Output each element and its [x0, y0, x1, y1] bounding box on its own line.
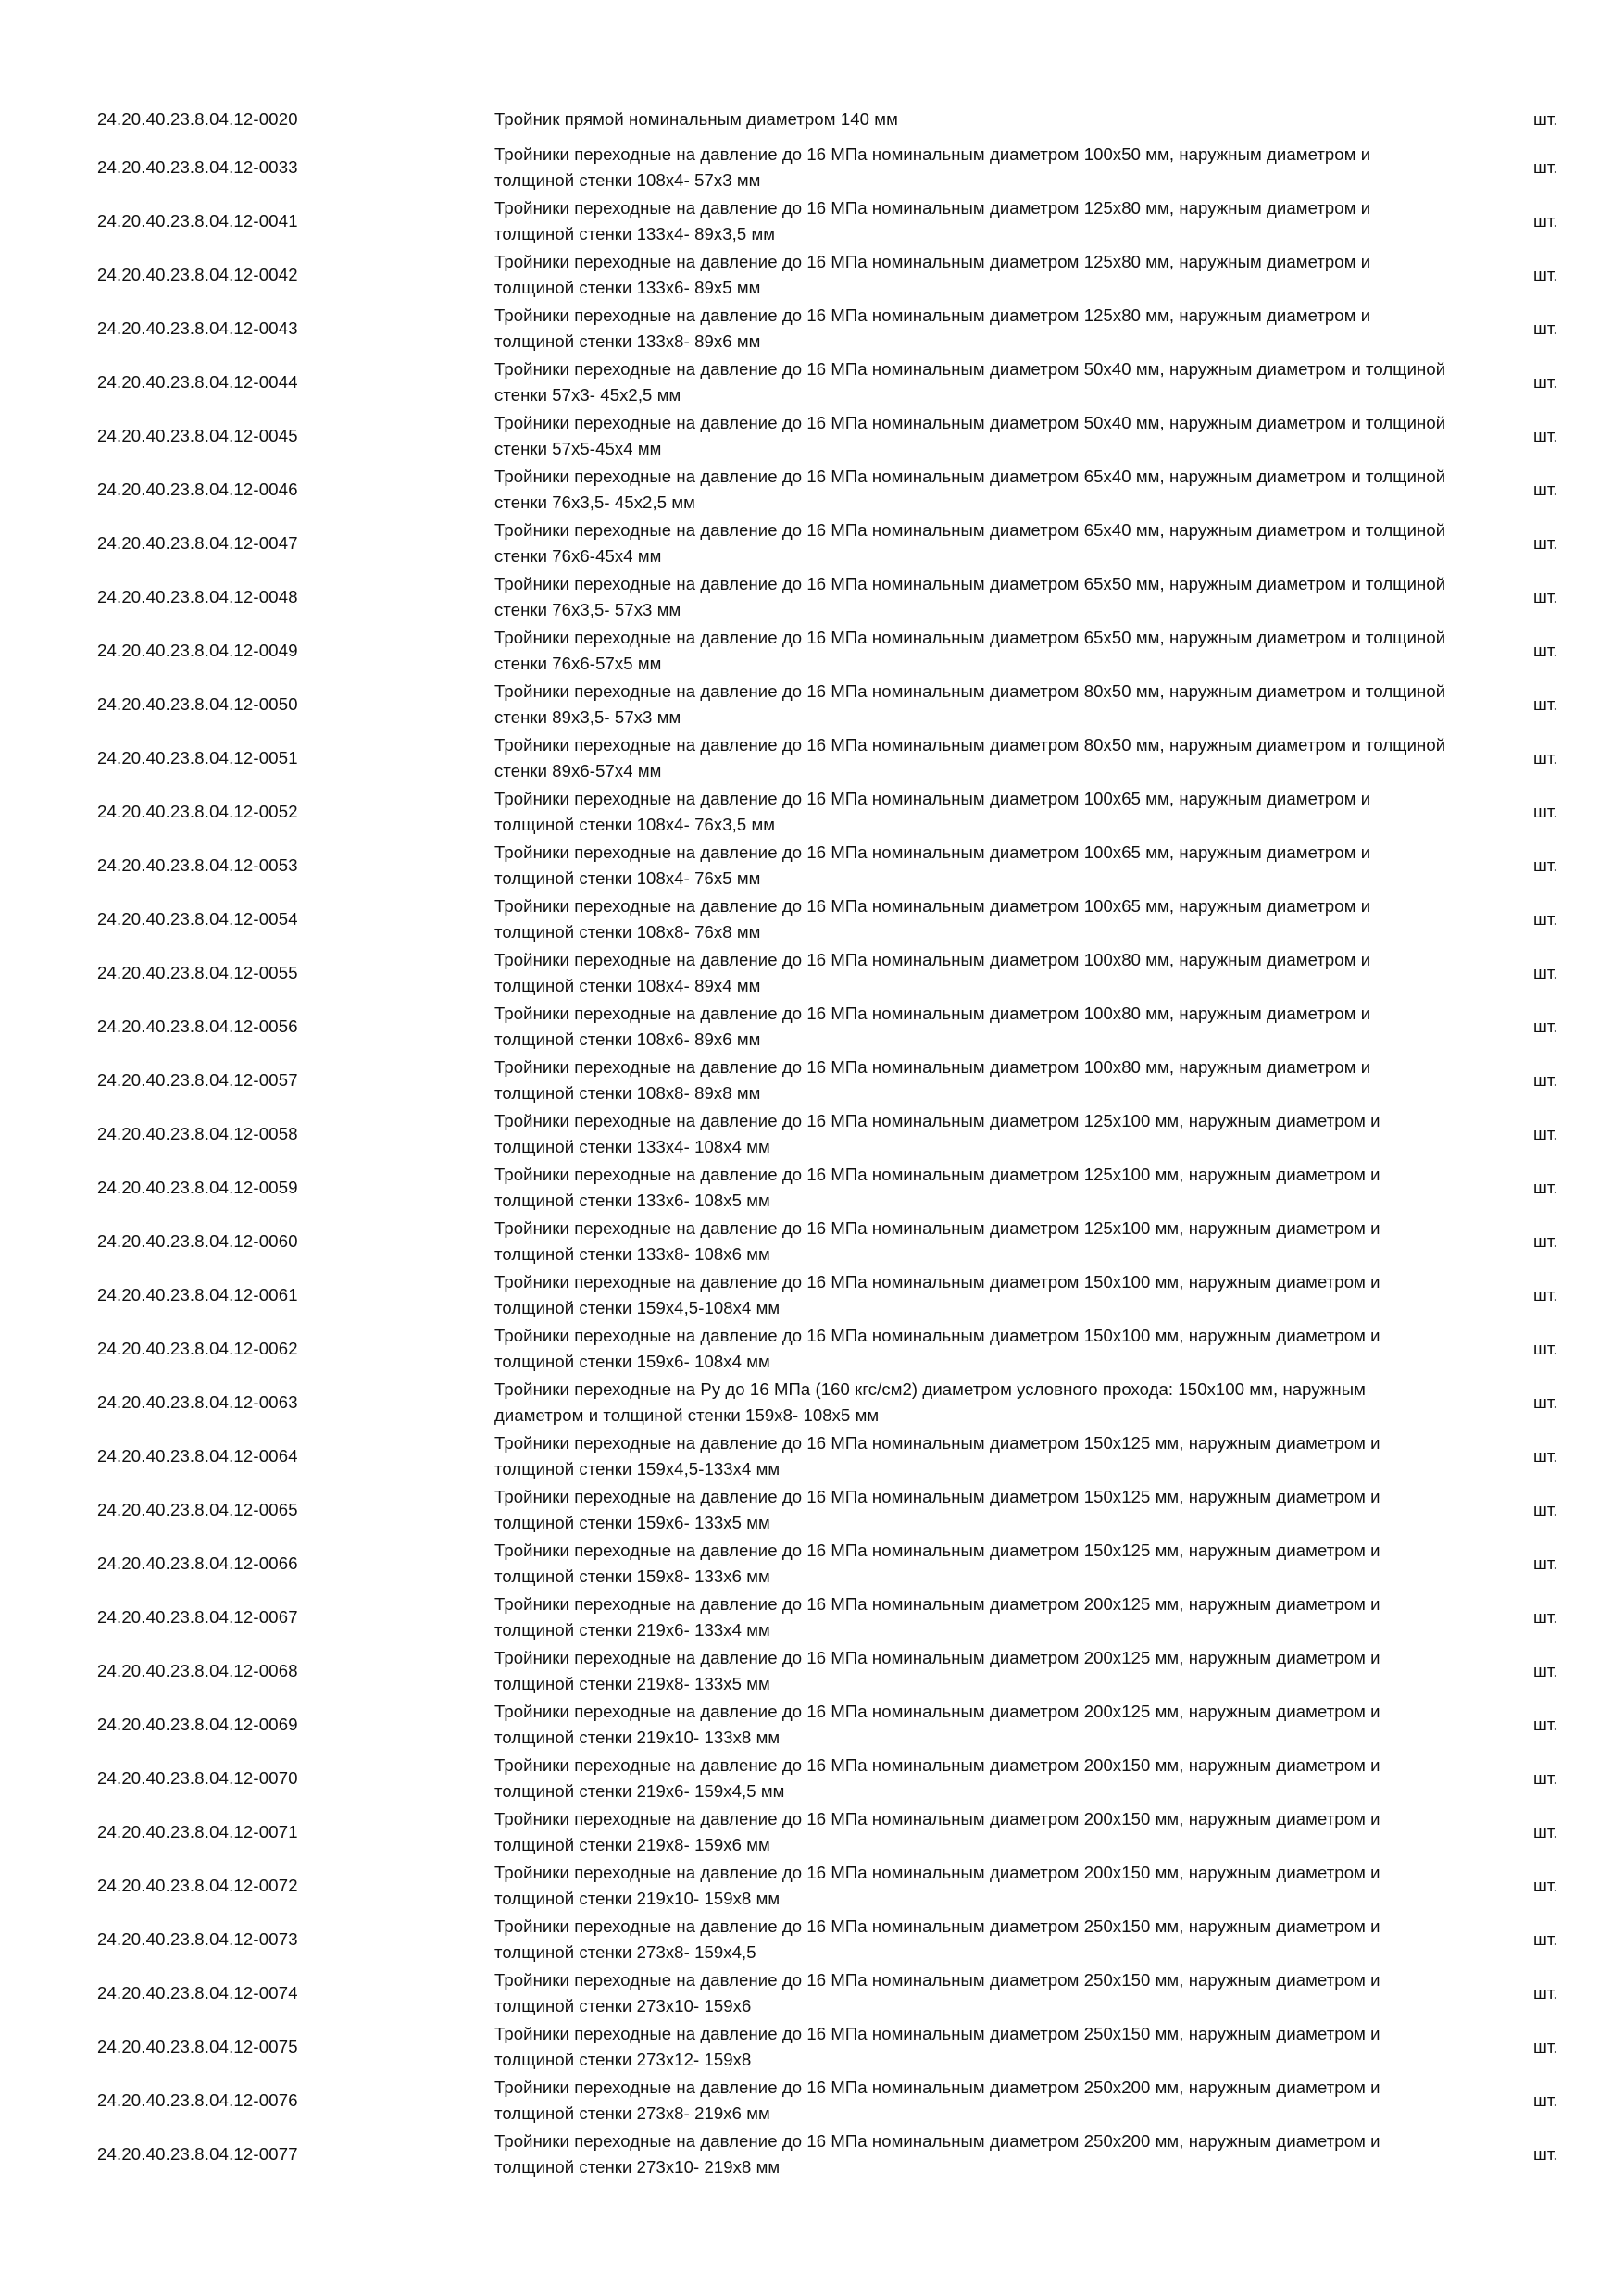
item-description	[494, 1107, 1448, 1161]
item-description	[494, 839, 1448, 892]
table-row	[0, 731, 1624, 785]
table-row	[0, 1805, 1624, 1859]
item-unit: шт.	[1533, 1017, 1558, 1036]
table-row	[0, 98, 1624, 141]
item-description	[494, 1376, 1448, 1429]
item-description	[494, 678, 1448, 731]
item-description-text: Тройники переходные на давление до 16 МПа номинальным диаметром 200х125 мм, наружным диаметром и толщиной стенки 219х6- 133х4 мм	[494, 1593, 1380, 1640]
item-description-text: Тройники переходные на давление до 16 МПа номинальным диаметром 150х100 мм, наружным диаметром и толщиной стенки 159х4,5-108х4 мм	[494, 1271, 1380, 1317]
table-row	[0, 1054, 1624, 1107]
item-unit: шт.	[1533, 533, 1558, 553]
item-description-text: Тройники переходные на давление до 16 МПа номинальным диаметром 150х125 мм, наружным диаметром и толщиной стенки 159х8- 133х6 мм	[494, 1540, 1380, 1586]
table-row	[0, 2074, 1624, 2128]
item-unit: шт.	[1533, 157, 1558, 177]
item-description	[494, 1859, 1448, 1913]
item-unit: шт.	[1533, 1983, 1558, 2003]
item-code: 24.20.40.23.8.04.12-0044	[97, 372, 298, 392]
item-unit: шт.	[1533, 1446, 1558, 1466]
item-code: 24.20.40.23.8.04.12-0045	[97, 426, 298, 445]
item-code: 24.20.40.23.8.04.12-0062	[97, 1339, 298, 1358]
item-unit: шт.	[1533, 1554, 1558, 1573]
table-row	[0, 1644, 1624, 1698]
item-unit: шт.	[1533, 1607, 1558, 1627]
table-row	[0, 1913, 1624, 1966]
item-code: 24.20.40.23.8.04.12-0042	[97, 265, 298, 284]
item-description-text: Тройники переходные на давление до 16 МПа номинальным диаметром 200х125 мм, наружным диаметром и толщиной стенки 219х8- 133х5 мм	[494, 1647, 1380, 1693]
item-unit: шт.	[1533, 1768, 1558, 1788]
item-unit: шт.	[1533, 1124, 1558, 1143]
item-description	[494, 1483, 1448, 1537]
item-code: 24.20.40.23.8.04.12-0066	[97, 1554, 298, 1573]
item-description	[494, 570, 1448, 624]
item-code: 24.20.40.23.8.04.12-0058	[97, 1124, 298, 1143]
table-row	[0, 1000, 1624, 1054]
item-code: 24.20.40.23.8.04.12-0077	[97, 2144, 298, 2164]
item-unit: шт.	[1533, 748, 1558, 767]
item-unit: шт.	[1533, 426, 1558, 445]
item-unit: шт.	[1533, 694, 1558, 714]
table-row	[0, 194, 1624, 248]
table-row	[0, 946, 1624, 1000]
item-description	[494, 624, 1448, 678]
item-description-text: Тройники переходные на давление до 16 МПа номинальным диаметром 150х125 мм, наружным диаметром и толщиной стенки 159х6- 133х5 мм	[494, 1486, 1380, 1532]
item-code: 24.20.40.23.8.04.12-0063	[97, 1392, 298, 1412]
item-code: 24.20.40.23.8.04.12-0048	[97, 587, 298, 606]
table-row	[0, 1376, 1624, 1429]
item-description	[494, 463, 1448, 517]
table-row	[0, 409, 1624, 463]
item-description-text: Тройники переходные на давление до 16 МПа номинальным диаметром 150х125 мм, наружным диаметром и толщиной стенки 159х4,5-133х4 мм	[494, 1432, 1380, 1479]
item-unit: шт.	[1533, 641, 1558, 660]
item-description	[494, 2074, 1448, 2128]
item-description-text: Тройники переходные на давление до 16 МПа номинальным диаметром 65х50 мм, наружным диаметром и толщиной стенки 76х6-57х5 мм	[494, 627, 1446, 673]
table-row	[0, 839, 1624, 892]
item-description	[494, 1913, 1448, 1966]
item-description-text: Тройники переходные на давление до 16 МПа номинальным диаметром 100х80 мм, наружным диаметром и толщиной стенки 108х4- 89х4 мм	[494, 949, 1371, 995]
item-description-text: Тройники переходные на давление до 16 МПа номинальным диаметром 100х80 мм, наружным диаметром и толщиной стенки 108х8- 89х8 мм	[494, 1056, 1371, 1103]
item-code: 24.20.40.23.8.04.12-0060	[97, 1231, 298, 1251]
item-description	[494, 946, 1448, 1000]
item-code: 24.20.40.23.8.04.12-0041	[97, 211, 298, 231]
table-row	[0, 141, 1624, 194]
item-unit: шт.	[1533, 1661, 1558, 1680]
item-description-text: Тройники переходные на давление до 16 МПа номинальным диаметром 65х40 мм, наружным диаметром и толщиной стенки 76х3,5- 45х2,5 мм	[494, 466, 1446, 512]
item-code: 24.20.40.23.8.04.12-0059	[97, 1178, 298, 1197]
item-description-text: Тройники переходные на давление до 16 МПа номинальным диаметром 200х150 мм, наружным диаметром и толщиной стенки 219х6- 159х4,5 мм	[494, 1754, 1380, 1801]
item-unit: шт.	[1533, 1929, 1558, 1949]
item-description-text: Тройник прямой номинальным диаметром 140 мм	[494, 108, 898, 129]
item-code: 24.20.40.23.8.04.12-0075	[97, 2037, 298, 2056]
item-code: 24.20.40.23.8.04.12-0061	[97, 1285, 298, 1304]
item-description	[494, 1054, 1448, 1107]
item-description-text: Тройники переходные на давление до 16 МПа номинальным диаметром 250х150 мм, наружным диаметром и толщиной стенки 273х8- 159х4,5	[494, 1915, 1380, 1962]
item-code: 24.20.40.23.8.04.12-0046	[97, 480, 298, 499]
item-unit: шт.	[1533, 109, 1558, 129]
item-description	[494, 1322, 1448, 1376]
table-row	[0, 1161, 1624, 1215]
item-description	[494, 1537, 1448, 1591]
item-description-text: Тройники переходные на давление до 16 МПа номинальным диаметром 200х150 мм, наружным диаметром и толщиной стенки 219х8- 159х6 мм	[494, 1808, 1380, 1854]
item-code: 24.20.40.23.8.04.12-0057	[97, 1070, 298, 1090]
item-unit: шт.	[1533, 1822, 1558, 1841]
item-description	[494, 1268, 1448, 1322]
item-description-text: Тройники переходные на давление до 16 МПа номинальным диаметром 125х100 мм, наружным диаметром и толщиной стенки 133х6- 108х5 мм	[494, 1164, 1380, 1210]
item-code: 24.20.40.23.8.04.12-0049	[97, 641, 298, 660]
item-code: 24.20.40.23.8.04.12-0069	[97, 1715, 298, 1734]
item-code: 24.20.40.23.8.04.12-0020	[97, 109, 298, 129]
item-unit: шт.	[1533, 1285, 1558, 1304]
item-unit: шт.	[1533, 372, 1558, 392]
item-code: 24.20.40.23.8.04.12-0070	[97, 1768, 298, 1788]
item-code: 24.20.40.23.8.04.12-0076	[97, 2090, 298, 2110]
item-description	[494, 356, 1448, 409]
item-description-text: Тройники переходные на давление до 16 МПа номинальным диаметром 50х40 мм, наружным диаметром и толщиной стенки 57х3- 45х2,5 мм	[494, 358, 1446, 405]
item-description-text: Тройники переходные на давление до 16 МПа номинальным диаметром 125х80 мм, наружным диаметром и толщиной стенки 133х4- 89х3,5 мм	[494, 197, 1371, 243]
item-code: 24.20.40.23.8.04.12-0068	[97, 1661, 298, 1680]
item-description	[494, 892, 1448, 946]
item-description	[494, 785, 1448, 839]
table-row	[0, 1322, 1624, 1376]
item-code: 24.20.40.23.8.04.12-0051	[97, 748, 298, 767]
item-description-text: Тройники переходные на давление до 16 МПа номинальным диаметром 100х80 мм, наружным диаметром и толщиной стенки 108х6- 89х6 мм	[494, 1003, 1371, 1049]
item-code: 24.20.40.23.8.04.12-0073	[97, 1929, 298, 1949]
item-description	[494, 1805, 1448, 1859]
item-unit: шт.	[1533, 1392, 1558, 1412]
item-unit: шт.	[1533, 855, 1558, 875]
item-description-text: Тройники переходные на давление до 16 МПа номинальным диаметром 65х40 мм, наружным диаметром и толщиной стенки 76х6-45х4 мм	[494, 519, 1446, 566]
item-description-text: Тройники переходные на давление до 16 МПа номинальным диаметром 100х65 мм, наружным диаметром и толщиной стенки 108х8- 76х8 мм	[494, 895, 1371, 942]
item-unit: шт.	[1533, 480, 1558, 499]
item-unit: шт.	[1533, 802, 1558, 821]
item-code: 24.20.40.23.8.04.12-0055	[97, 963, 298, 982]
item-unit: шт.	[1533, 318, 1558, 338]
item-description-text: Тройники переходные на давление до 16 МПа номинальным диаметром 250х200 мм, наружным диаметром и толщиной стенки 273х8- 219х6 мм	[494, 2077, 1380, 2123]
item-description-text: Тройники переходные на давление до 16 МПа номинальным диаметром 50х40 мм, наружным диаметром и толщиной стенки 57х5-45х4 мм	[494, 412, 1446, 458]
table-row	[0, 302, 1624, 356]
item-description-text: Тройники переходные на давление до 16 МПа номинальным диаметром 125х80 мм, наружным диаметром и толщиной стенки 133х6- 89х5 мм	[494, 251, 1371, 297]
item-code: 24.20.40.23.8.04.12-0065	[97, 1500, 298, 1519]
table-row	[0, 892, 1624, 946]
item-code: 24.20.40.23.8.04.12-0047	[97, 533, 298, 553]
item-description	[494, 1644, 1448, 1698]
table-row	[0, 1698, 1624, 1752]
item-code: 24.20.40.23.8.04.12-0054	[97, 909, 298, 929]
table-row	[0, 1268, 1624, 1322]
table-row	[0, 517, 1624, 570]
item-description-text: Тройники переходные на давление до 16 МПа номинальным диаметром 250х150 мм, наружным диаметром и толщиной стенки 273х10- 159х6	[494, 1969, 1380, 2015]
item-description	[494, 98, 1448, 141]
table-row	[0, 1966, 1624, 2020]
table-row	[0, 1752, 1624, 1805]
item-unit: шт.	[1533, 1339, 1558, 1358]
item-description	[494, 302, 1448, 356]
item-description-text: Тройники переходные на давление до 16 МПа номинальным диаметром 100х65 мм, наружным диаметром и толщиной стенки 108х4- 76х5 мм	[494, 842, 1371, 888]
item-description	[494, 517, 1448, 570]
item-unit: шт.	[1533, 211, 1558, 231]
item-code: 24.20.40.23.8.04.12-0050	[97, 694, 298, 714]
item-description-text: Тройники переходные на давление до 16 МПа номинальным диаметром 125х80 мм, наружным диаметром и толщиной стенки 133х8- 89х6 мм	[494, 305, 1371, 351]
item-description-text: Тройники переходные на Ру до 16 МПа (160 кгс/см2) диаметром условного прохода: 150х100 мм, наружным диаметром и толщиной стенки 159х8- 108х5 мм	[494, 1379, 1366, 1425]
item-unit: шт.	[1533, 587, 1558, 606]
item-unit: шт.	[1533, 265, 1558, 284]
item-description-text: Тройники переходные на давление до 16 МПа номинальным диаметром 80х50 мм, наружным диаметром и толщиной стенки 89х6-57х4 мм	[494, 734, 1446, 780]
item-unit: шт.	[1533, 1070, 1558, 1090]
item-description-text: Тройники переходные на давление до 16 МПа номинальным диаметром 150х100 мм, наружным диаметром и толщиной стенки 159х6- 108х4 мм	[494, 1325, 1380, 1371]
table-row	[0, 1429, 1624, 1483]
table-row	[0, 785, 1624, 839]
item-description	[494, 1429, 1448, 1483]
item-description	[494, 194, 1448, 248]
table-row	[0, 2020, 1624, 2074]
table-row	[0, 678, 1624, 731]
item-description	[494, 2020, 1448, 2074]
item-code: 24.20.40.23.8.04.12-0052	[97, 802, 298, 821]
item-description	[494, 1591, 1448, 1644]
item-description	[494, 1215, 1448, 1268]
item-description-text: Тройники переходные на давление до 16 МПа номинальным диаметром 100х65 мм, наружным диаметром и толщиной стенки 108х4- 76х3,5 мм	[494, 788, 1371, 834]
item-description-text: Тройники переходные на давление до 16 МПа номинальным диаметром 250х200 мм, наружным диаметром и толщиной стенки 273х10- 219х8 мм	[494, 2130, 1380, 2177]
item-description	[494, 248, 1448, 302]
table-row	[0, 1591, 1624, 1644]
item-unit: шт.	[1533, 1231, 1558, 1251]
table-row	[0, 248, 1624, 302]
item-code: 24.20.40.23.8.04.12-0056	[97, 1017, 298, 1036]
item-unit: шт.	[1533, 2037, 1558, 2056]
table-row	[0, 356, 1624, 409]
item-description-text: Тройники переходные на давление до 16 МПа номинальным диаметром 125х100 мм, наружным диаметром и толщиной стенки 133х4- 108х4 мм	[494, 1110, 1380, 1156]
item-description-text: Тройники переходные на давление до 16 МПа номинальным диаметром 65х50 мм, наружным диаметром и толщиной стенки 76х3,5- 57х3 мм	[494, 573, 1446, 619]
table-row	[0, 1537, 1624, 1591]
table-row	[0, 624, 1624, 678]
item-description-text: Тройники переходные на давление до 16 МПа номинальным диаметром 200х125 мм, наружным диаметром и толщиной стенки 219х10- 133х8 мм	[494, 1701, 1380, 1747]
table-row	[0, 2128, 1624, 2181]
item-description	[494, 1000, 1448, 1054]
item-unit: шт.	[1533, 1876, 1558, 1895]
item-code: 24.20.40.23.8.04.12-0067	[97, 1607, 298, 1627]
item-unit: шт.	[1533, 1178, 1558, 1197]
item-table	[0, 98, 1624, 2181]
table-row	[0, 570, 1624, 624]
item-code: 24.20.40.23.8.04.12-0053	[97, 855, 298, 875]
item-unit: шт.	[1533, 963, 1558, 982]
item-unit: шт.	[1533, 2090, 1558, 2110]
item-code: 24.20.40.23.8.04.12-0072	[97, 1876, 298, 1895]
item-description-text: Тройники переходные на давление до 16 МПа номинальным диаметром 125х100 мм, наружным диаметром и толщиной стенки 133х8- 108х6 мм	[494, 1217, 1380, 1264]
item-unit: шт.	[1533, 1715, 1558, 1734]
item-description	[494, 731, 1448, 785]
item-code: 24.20.40.23.8.04.12-0074	[97, 1983, 298, 2003]
item-unit: шт.	[1533, 2144, 1558, 2164]
item-code: 24.20.40.23.8.04.12-0043	[97, 318, 298, 338]
item-description-text: Тройники переходные на давление до 16 МПа номинальным диаметром 250х150 мм, наружным диаметром и толщиной стенки 273х12- 159х8	[494, 2023, 1380, 2069]
item-description	[494, 409, 1448, 463]
item-description	[494, 1161, 1448, 1215]
item-description	[494, 1752, 1448, 1805]
table-row	[0, 1483, 1624, 1537]
item-code: 24.20.40.23.8.04.12-0064	[97, 1446, 298, 1466]
item-description	[494, 1966, 1448, 2020]
item-unit: шт.	[1533, 1500, 1558, 1519]
table-row	[0, 1215, 1624, 1268]
item-description-text: Тройники переходные на давление до 16 МПа номинальным диаметром 100х50 мм, наружным диаметром и толщиной стенки 108х4- 57х3 мм	[494, 144, 1371, 190]
table-row	[0, 1859, 1624, 1913]
table-row	[0, 463, 1624, 517]
item-description	[494, 2128, 1448, 2181]
item-description-text: Тройники переходные на давление до 16 МПа номинальным диаметром 200х150 мм, наружным диаметром и толщиной стенки 219х10- 159х8 мм	[494, 1862, 1380, 1908]
table-row	[0, 1107, 1624, 1161]
item-unit: шт.	[1533, 909, 1558, 929]
item-description	[494, 1698, 1448, 1752]
item-description	[494, 141, 1448, 194]
item-code: 24.20.40.23.8.04.12-0033	[97, 157, 298, 177]
item-code: 24.20.40.23.8.04.12-0071	[97, 1822, 298, 1841]
item-description-text: Тройники переходные на давление до 16 МПа номинальным диаметром 80х50 мм, наружным диаметром и толщиной стенки 89х3,5- 57х3 мм	[494, 680, 1446, 727]
